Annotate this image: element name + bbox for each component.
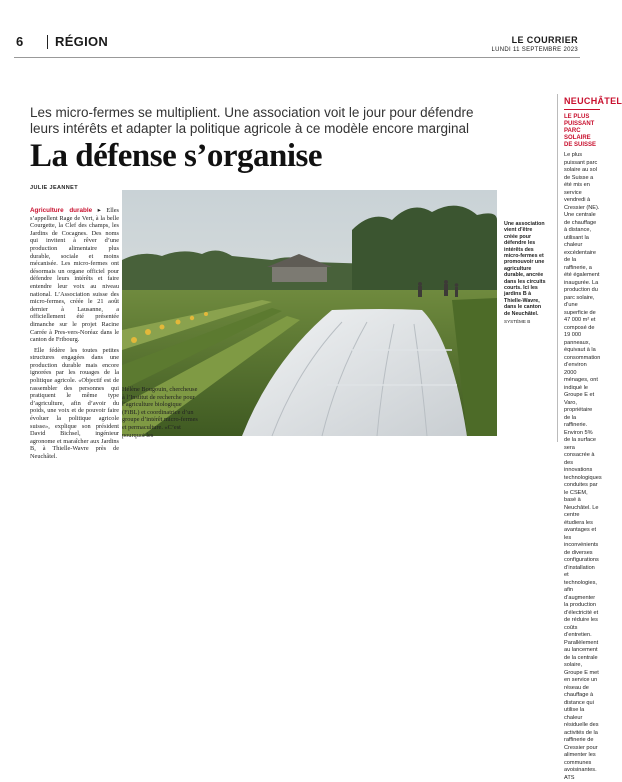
news-brief-sidebar <box>564 96 622 782</box>
brief-headline-solar: LE PLUS PUISSANT PARC SOLAIRE DE SUISSE <box>564 114 597 148</box>
issue-date: LUNDI 11 SEPTEMBRE 2023 <box>491 47 578 53</box>
article-column-2: Hélène Bougouin, chercheuse à l’Institut de recherche pour l’agriculture biologique (FiBL) et coordinatrice d’un groupe d’intérêt micro-fermes et permaculture. «C’est pourquoi les <box>122 386 198 439</box>
second-paragraph: Elle fédère les toutes petites structures engagées dans une production durable mais encore ignorées par les rouages de la politique agricole. «Objectif est de rassembler des personnes qui pratiquent le même type d’agriculture, afin d’avoir du poids, une voix et de pouvoir faire évoluer la politique agricole suisse», explique son président David Bichsel, ingénieur agronome et maraîcher aux Jardins B, à Thielle-Wavre près de Neuchâtel. <box>30 346 119 460</box>
photo-caption <box>504 221 546 326</box>
brief-region-neuchatel: NEUCHÂTEL <box>564 96 622 106</box>
caption-text: Une association vient d’être créée pour défendre les intérêts des micro-fermes et promouvoir une agriculture durable, ancrée dans les circuits courts. Ici les jardins B à Thielle-Wavre, dans le canton de Neuchâtel. <box>504 221 546 317</box>
lead-paragraph <box>30 207 119 344</box>
article-kicker: Les micro-fermes se multiplient. Une association voit le jour pour défendre leurs intérêts et adapter la politique agricole à ce modèle encore marginal <box>30 105 474 136</box>
sidebar-divider <box>557 94 558 442</box>
photo-credit: SYSTÈME B <box>504 319 531 325</box>
lead-label: Agriculture durable <box>30 207 93 214</box>
article-lead-column <box>30 207 119 464</box>
brief-rule <box>564 109 600 110</box>
lead-text: ▸ Elles s’appellent Rage de Vert, à la belle Courgette, la Clef des champs, les Jardins de Cocagnes. Des noms qui invitent à rêver d’une production alimentaire plus durable, sociale et moins mécanisée. Les micro-fermes ont désormais un organe officiel pour défendre leurs intérêts et faire entendre leur voix au niveau national. L’Association suisse des micro-fermes, créée le 21 août dernier à Lausanne, a officiellement été présentée dimanche sur le projet Racine Carrée à Pres-vers-Noréaz dans le canton de Fribourg. <box>30 207 119 344</box>
article-byline: JULIE JEANNET <box>30 185 78 191</box>
section-title: RÉGION <box>55 34 109 49</box>
page-number: 6 <box>16 34 24 49</box>
header-rule <box>14 57 580 58</box>
newspaper-name: LE COURRIER <box>511 35 578 45</box>
header-separator <box>47 35 48 49</box>
brief-body-solar: Le plus puissant parc solaire au sol de Suisse a été mis en service vendredi à Cressier (NE). Une centrale de chauffage à distance, utilisant la chaleur excédentaire de la raffinerie, a été également inaugurée. La production du parc solaire, d’une superficie de 47 000 m² et composé de 19 000 panneaux, équivaut à la consommation d’environ 2000 ménages, ont indiqué le Groupe E et Varo, propriétaire de la raffinerie. Environ 5% de la surface sera consacrée à des innovations technologiques conduites par le CSEM, basé à Neuchâtel. Le centre étudiera les avantages et les inconvénients de diverses configurations d’installation et technologies, afin d’augmenter la production d’électricité et de réduire les coûts d’entretien. Parallèlement au lancement de la centrale solaire, Groupe E met en service un réseau de chauffage à distance qui utilise la chaleur résiduelle des activités de la raffinerie de Cressier pour alimenter les communes avoisinantes. ATS <box>564 152 602 781</box>
article-headline: La défense s’organise <box>30 138 322 174</box>
